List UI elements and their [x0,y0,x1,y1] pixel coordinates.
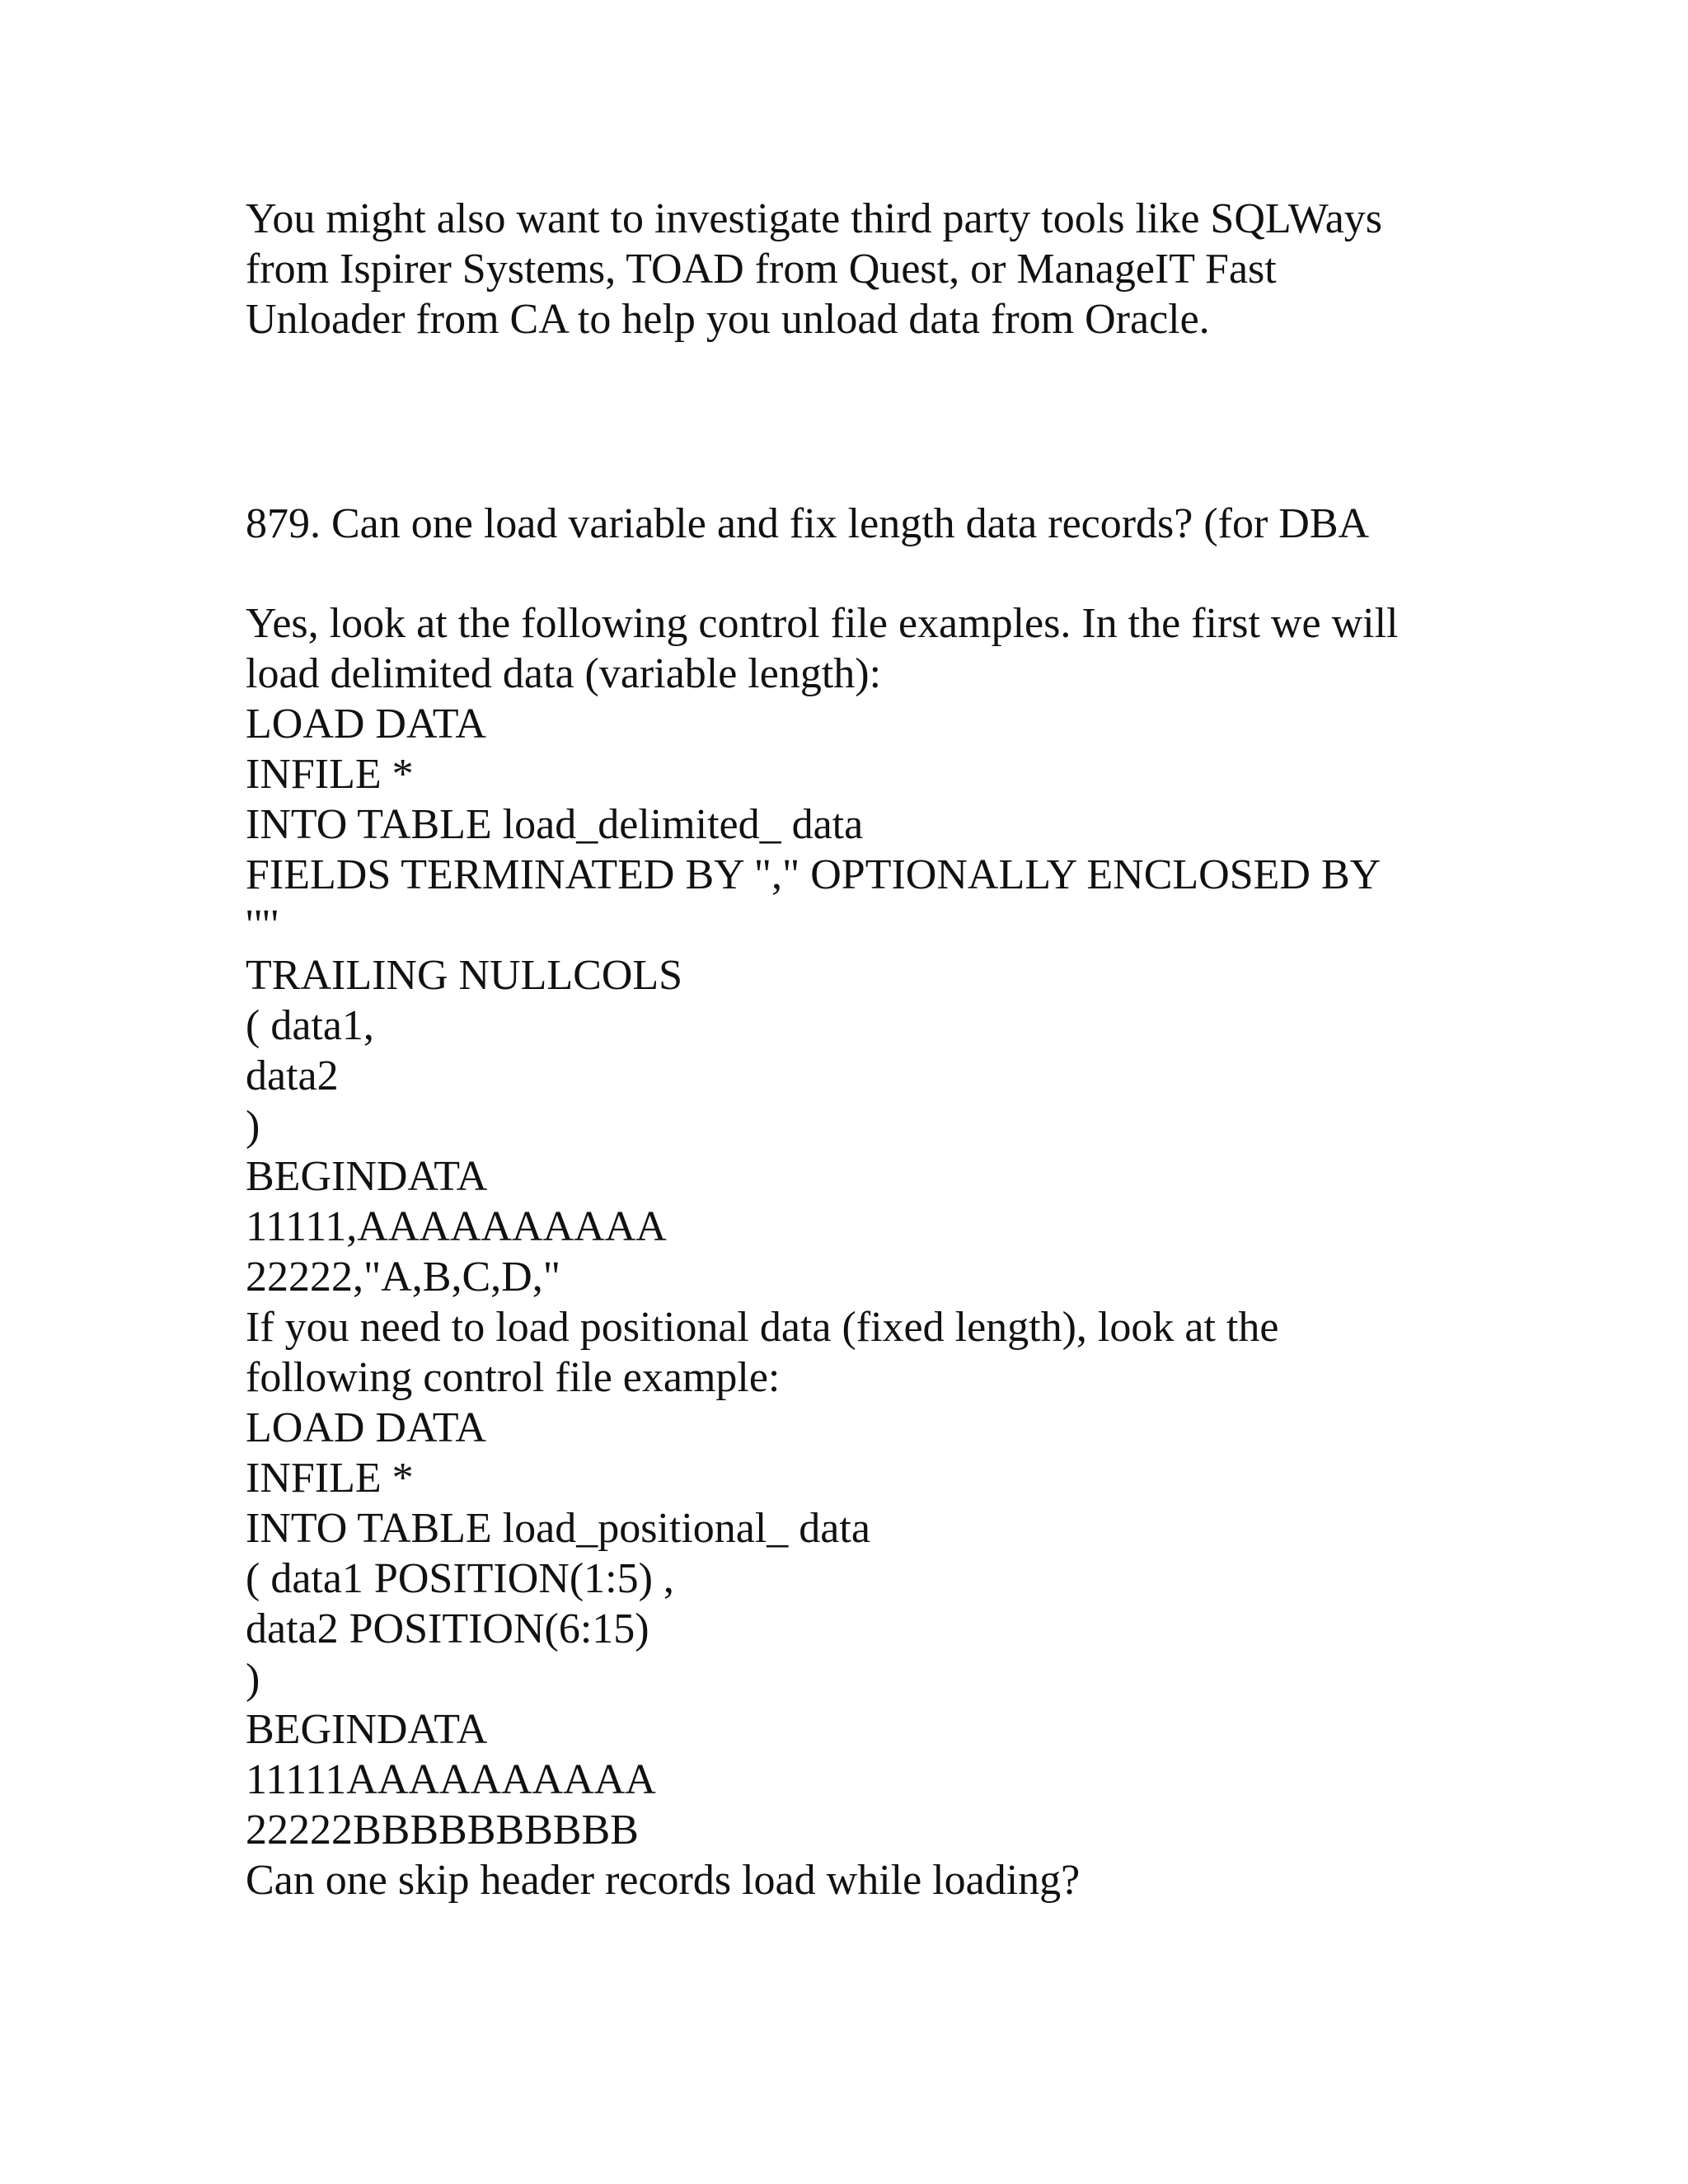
code-line: ) [246,1656,260,1703]
code-line: data2 POSITION(6:15) [246,1605,649,1652]
answer-line: Yes, look at the following control file examples. In the first we will [246,600,1399,647]
question-heading [246,499,1449,549]
code-line: ( data1 POSITION(1:5) , [246,1555,674,1602]
question-text: 879. Can one load variable and fix length data records? (for DBA [246,500,1370,547]
code-line: FIELDS TERMINATED BY "," OPTIONALLY ENCLOSED BY [246,851,1381,898]
code-line: '"' [246,902,279,949]
code-line: INTO TABLE load_delimited_ data [246,801,864,848]
answer-line: following control file example: [246,1354,781,1401]
answer-line: If you need to load positional data (fixed length), look at the [246,1304,1279,1351]
data-line: 22222BBBBBBBBBB [246,1807,639,1854]
code-line: LOAD DATA [246,1404,486,1451]
code-line: ( data1, [246,1002,374,1049]
code-line: INFILE * [246,1455,414,1502]
code-line: LOAD DATA [246,701,486,748]
code-line: TRAILING NULLCOLS [246,952,683,999]
intro-line: Unloader from CA to help you unload data from Oracle. [246,296,1210,343]
code-line: INTO TABLE load_positional_ data [246,1505,870,1552]
intro-line: You might also want to investigate third party tools like SQLWays [246,195,1383,242]
code-line: data2 [246,1052,339,1099]
code-line: ) [246,1103,260,1150]
answer-line: load delimited data (variable length): [246,650,882,697]
code-line: BEGINDATA [246,1153,488,1200]
data-line: 22222,"A,B,C,D," [246,1254,560,1301]
data-line: 11111,AAAAAAAAAA [246,1203,667,1250]
next-question-line: Can one skip header records load while loading? [246,1857,1081,1904]
intro-paragraph [246,194,1449,344]
code-line: INFILE * [246,751,414,798]
intro-line: from Ispirer Systems, TOAD from Quest, or ManageIT Fast [246,246,1277,293]
code-line: BEGINDATA [246,1706,488,1753]
answer-body [246,598,1449,1905]
data-line: 11111AAAAAAAAAA [246,1756,656,1803]
